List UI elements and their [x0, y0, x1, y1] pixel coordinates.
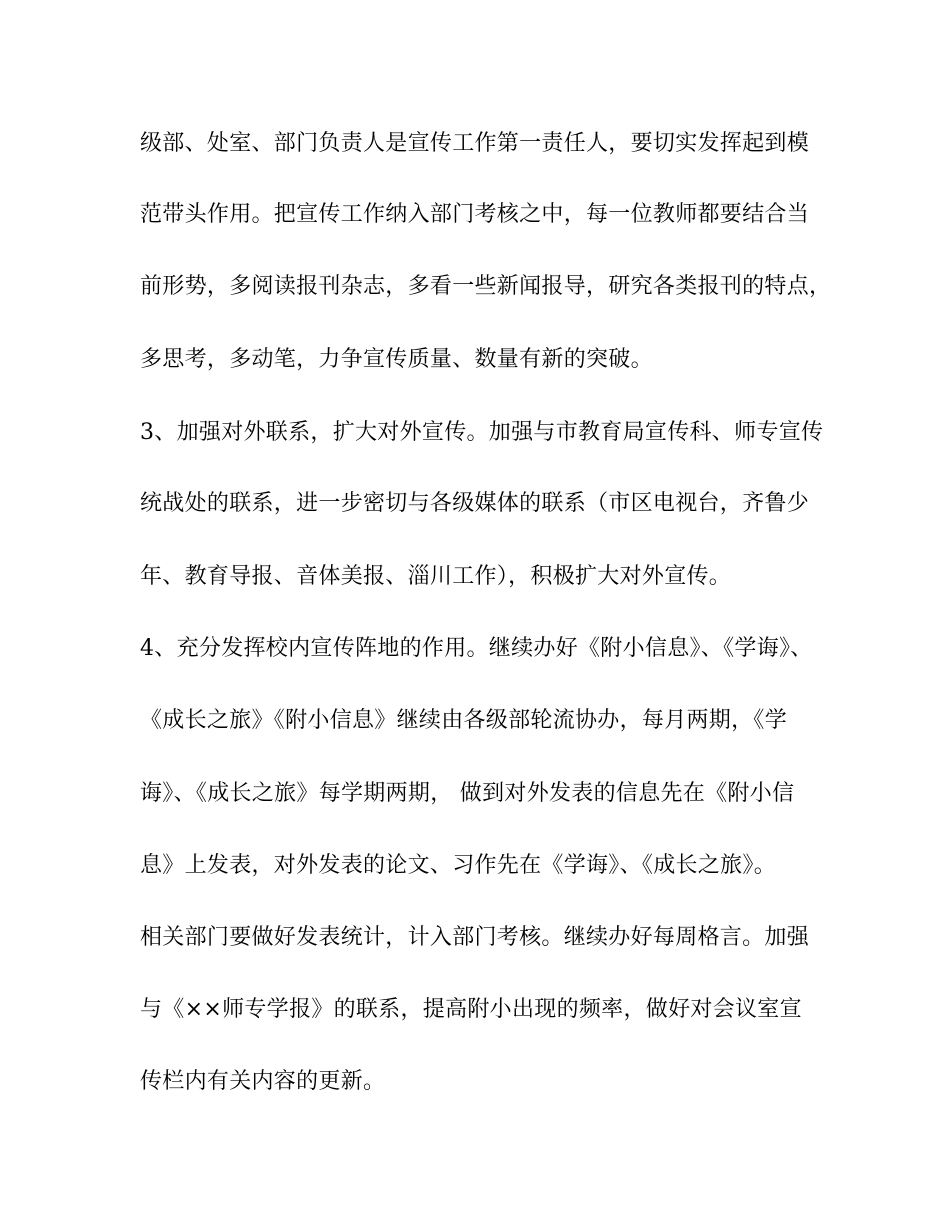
text-line: 级部、处室、部门负责人是宣传工作第一责任人，要切实发挥起到模 [140, 131, 810, 156]
text-line: 多思考，多动笔，力争宣传质量、数量有新的突破。 [140, 347, 653, 372]
text-line: 与《××师专学报》的联系，提高附小出现的频率，做好对会议室宣 [140, 997, 802, 1022]
text-line: 范带头作用。把宣传工作纳入部门考核之中，每一位教师都要结合当 [140, 202, 810, 227]
text-line: 3、加强对外联系，扩大对外宣传。加强与市教育局宣传科、师专宣传 [140, 420, 824, 445]
text-line: 《成长之旅》《附小信息》继续由各级部轮流协办，每月两期，《学 [140, 708, 788, 733]
text-line: 4、充分发挥校内宣传阵地的作用。继续办好《附小信息》、《学诲》、 [140, 636, 813, 661]
text-line: 诲》、《成长之旅》每学期两期， 做到对外发表的信息先在《附小信 [140, 781, 795, 806]
text-line: 相关部门要做好发表统计，计入部门考核。继续办好每周格言。加强 [140, 925, 810, 950]
text-line: 传栏内有关内容的更新。 [140, 1069, 386, 1094]
text-line: 年、教育导报、音体美报、淄川工作），积极扩大对外宣传。 [140, 564, 732, 589]
text-line: 息》上发表，对外发表的论文、习作先在《学诲》、《成长之旅》。 [140, 853, 777, 878]
text-line: 前形势，多阅读报刊杂志，多看一些新闻报导，研究各类报刊的特点， [140, 274, 832, 299]
text-line: 统战处的联系，进一步密切与各级媒体的联系（市区电视台，齐鲁少 [140, 491, 810, 516]
